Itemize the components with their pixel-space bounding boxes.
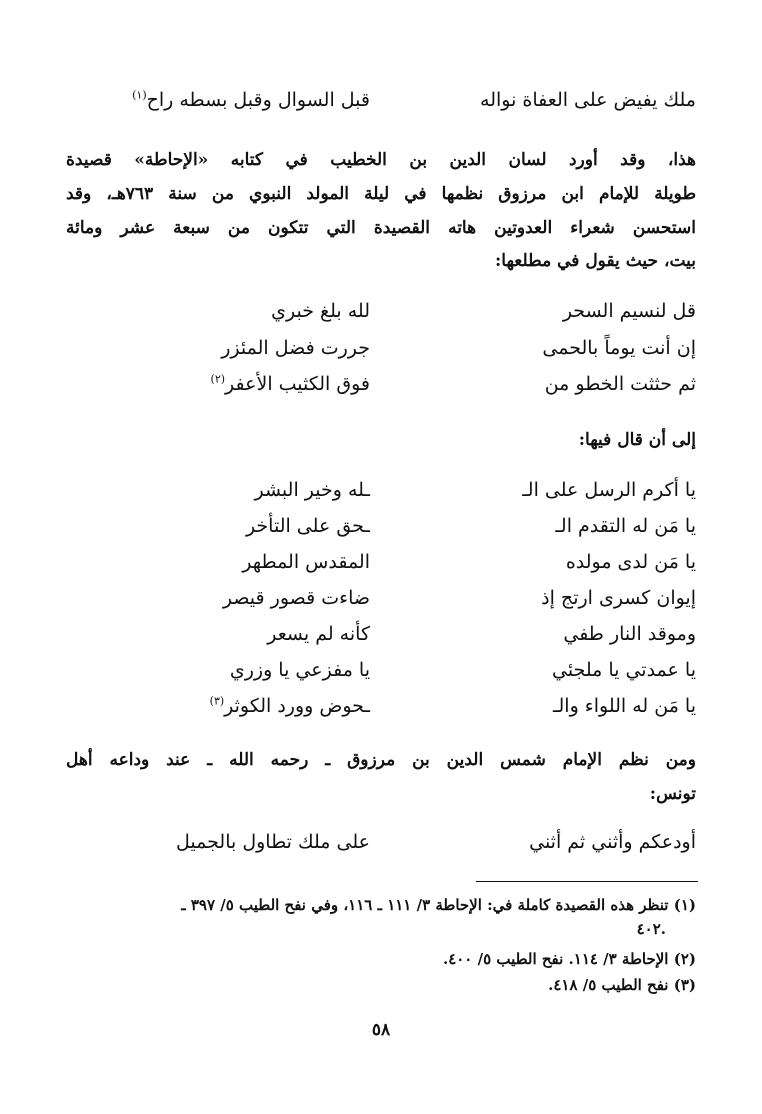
page-number: ٥٨	[371, 1020, 391, 1040]
verse-first-hemistich: قل لنسيم السحر	[562, 300, 696, 322]
intro-line: إلى أن قال فيها:	[578, 430, 696, 450]
verse-first-hemistich: يا عمدتي يا ملجئي	[552, 659, 696, 681]
paragraph-line: طويلة للإمام ابن مرزوق نظمها في ليلة المولد النبوي من سنة ٧٦٣هـ، وقد	[66, 184, 696, 204]
footnote-1	[181, 893, 696, 917]
paragraph-line: ومن نظم الإمام شمس الدين بن مرزوق ـ رحمه الله ـ عند وداعه أهل	[66, 750, 696, 770]
verse-second-hemistich: ـله وخير البشر	[254, 479, 370, 501]
verse-second-hemistich: لله بلغ خبري	[271, 300, 370, 322]
verse-second-hemistich: فوق الكثيب الأعفر$^{(٢)}$	[210, 372, 370, 395]
verse-first-hemistich: يا مَن له اللواء والـ	[552, 695, 696, 717]
verse-second-hemistich: المقدس المطهر	[242, 551, 370, 573]
verse-second-hemistich: كأنه لم يسعر	[267, 623, 370, 645]
footnote-ref: (٣)	[209, 694, 225, 708]
footnote-ref: (١)	[132, 88, 147, 102]
footnote-2	[443, 947, 696, 971]
verse-first-hemistich: يا مَن لدى مولده	[565, 551, 696, 573]
paragraph-line: هذا، وقد أورد لسان الدين بن الخطيب في كتابه «الإحاطة» قصيدة	[66, 150, 696, 170]
paragraph-line: بيت، حيث يقول في مطلعها:	[495, 251, 696, 271]
footnote-3	[548, 973, 696, 997]
paragraph-line: استحسن شعراء العدوتين هاته القصيدة التي تتكون من سبعة عشر ومائة	[66, 218, 696, 238]
footnote-text: نفح الطيب ٥/ ٤١٨.	[548, 976, 669, 994]
verse-second-hemistich: على ملك تطاول بالجميل	[176, 831, 370, 853]
footnote-1-continuation: ٤٠٢.	[636, 920, 666, 938]
verse-second-hemistich: ـحق على التأخر	[245, 515, 370, 537]
footnote-text: الإحاطة ٣/ ١١٤. نفح الطيب ٥/ ٤٠٠.	[442, 950, 669, 968]
verse-top-first-hemistich: ملك يفيض على العفاة نواله	[480, 89, 696, 111]
footnote-text: تنظر هذه القصيدة كاملة في: الإحاطة ٣/ ١١١ ـ ١١٦، وفي نفح الطيب ٥/ ٣٩٧ ـ	[181, 896, 669, 914]
verse-first-hemistich: إيوان كسرى ارتج إذ	[541, 587, 696, 609]
verse-first-hemistich: إن أنت يوماً بالحمى	[542, 337, 696, 359]
verse-first-hemistich: أودعكم وأثني ثم أثني	[529, 831, 696, 853]
verse-first-hemistich: وموقد النار طفي	[563, 623, 696, 645]
verse-second-hemistich: ضاءت قصور قيصر	[222, 587, 370, 609]
verse-first-hemistich: يا أكرم الرسل على الـ	[522, 479, 696, 501]
footnote-separator	[476, 881, 698, 882]
paragraph-line: تونس:	[649, 784, 696, 804]
verse-top-second-hemistich: قبل السوال وقبل بسطه راح$^{(١)}$	[132, 88, 370, 111]
footnote-ref: (٢)	[210, 372, 226, 386]
verse-first-hemistich: يا مَن له التقدم الـ	[555, 515, 696, 537]
verse-second-hemistich: يا مفزعي يا وزري	[229, 659, 370, 681]
footnote-number: (٢)	[673, 950, 696, 968]
footnote-number: (٣)	[673, 976, 696, 994]
verse-first-hemistich: ثم حثثت الخطو من	[544, 373, 696, 395]
verse-second-hemistich: ـحوض وورد الكوثر$^{(٣)}$	[209, 694, 370, 717]
verse-second-hemistich: جررت فضل المئزر	[221, 337, 370, 359]
footnote-number: (١)	[673, 896, 696, 914]
